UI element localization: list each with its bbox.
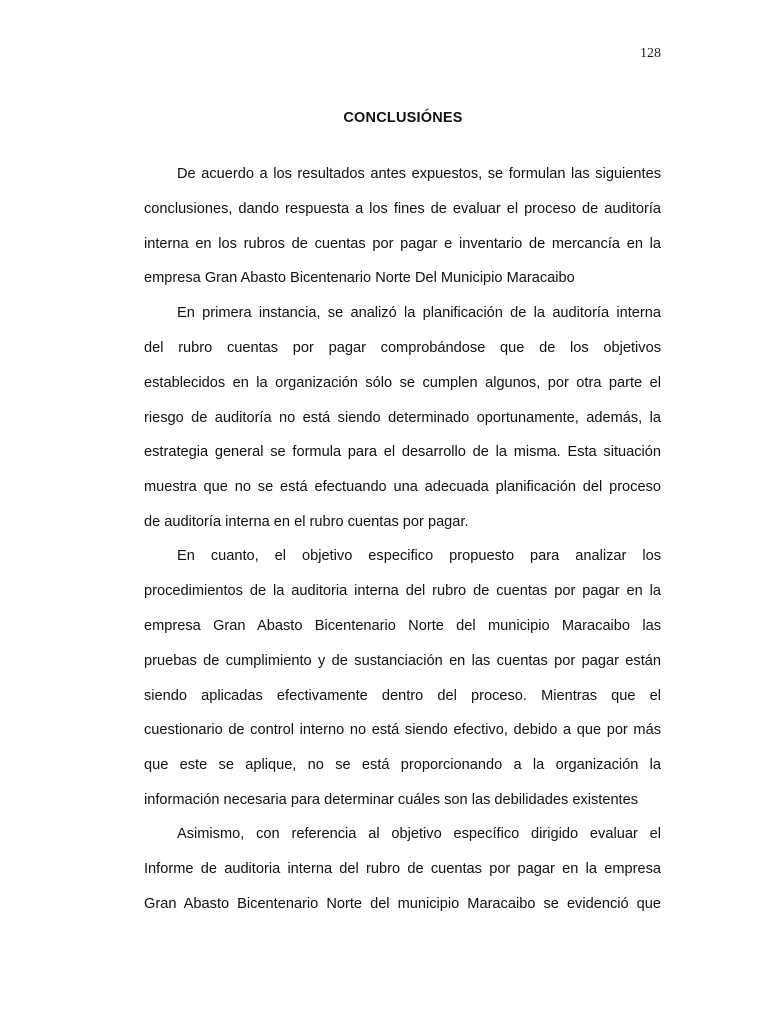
- text-line: Informe de auditoria interna del rubro de cuentas por pagar en la empresa: [144, 861, 661, 877]
- text-line: Asimismo, con referencia al objetivo específico dirigido evaluar el: [177, 826, 661, 842]
- text-line: establecidos en la organización sólo se cumplen algunos, por otra parte el: [144, 375, 661, 391]
- text-line: empresa Gran Abasto Bicentenario Norte Del Municipio Maracaibo: [144, 270, 575, 286]
- page-title: CONCLUSIÓNES: [343, 110, 463, 126]
- text-line: empresa Gran Abasto Bicentenario Norte del municipio Maracaibo las: [144, 618, 661, 634]
- text-line: de auditoría interna en el rubro cuentas por pagar.: [144, 514, 469, 530]
- text-line: muestra que no se está efectuando una adecuada planificación del proceso: [144, 479, 661, 495]
- page-number: 128: [640, 46, 661, 61]
- text-line: conclusiones, dando respuesta a los fines de evaluar el proceso de auditoría: [144, 201, 661, 217]
- text-line: del rubro cuentas por pagar comprobándose que de los objetivos: [144, 340, 661, 356]
- text-line: En primera instancia, se analizó la planificación de la auditoría interna: [177, 305, 661, 321]
- text-line: De acuerdo a los resultados antes expuestos, se formulan las siguientes: [177, 166, 661, 182]
- text-line: riesgo de auditoría no está siendo determinado oportunamente, además, la: [144, 410, 661, 426]
- text-line: pruebas de cumplimiento y de sustanciación en las cuentas por pagar están: [144, 653, 661, 669]
- text-line: procedimientos de la auditoria interna del rubro de cuentas por pagar en la: [144, 583, 661, 599]
- text-line: que este se aplique, no se está proporcionando a la organización la: [144, 757, 661, 773]
- text-line: Gran Abasto Bicentenario Norte del municipio Maracaibo se evidenció que: [144, 896, 661, 912]
- text-line: En cuanto, el objetivo especifico propuesto para analizar los: [177, 548, 661, 564]
- text-line: información necesaria para determinar cuáles son las debilidades existentes: [144, 792, 639, 808]
- text-line: estrategia general se formula para el desarrollo de la misma. Esta situación: [144, 444, 661, 460]
- text-line: siendo aplicadas efectivamente dentro del proceso. Mientras que el: [144, 688, 661, 704]
- text-line: cuestionario de control interno no está siendo efectivo, debido a que por más: [144, 722, 661, 738]
- text-line: interna en los rubros de cuentas por pagar e inventario de mercancía en la: [144, 236, 661, 252]
